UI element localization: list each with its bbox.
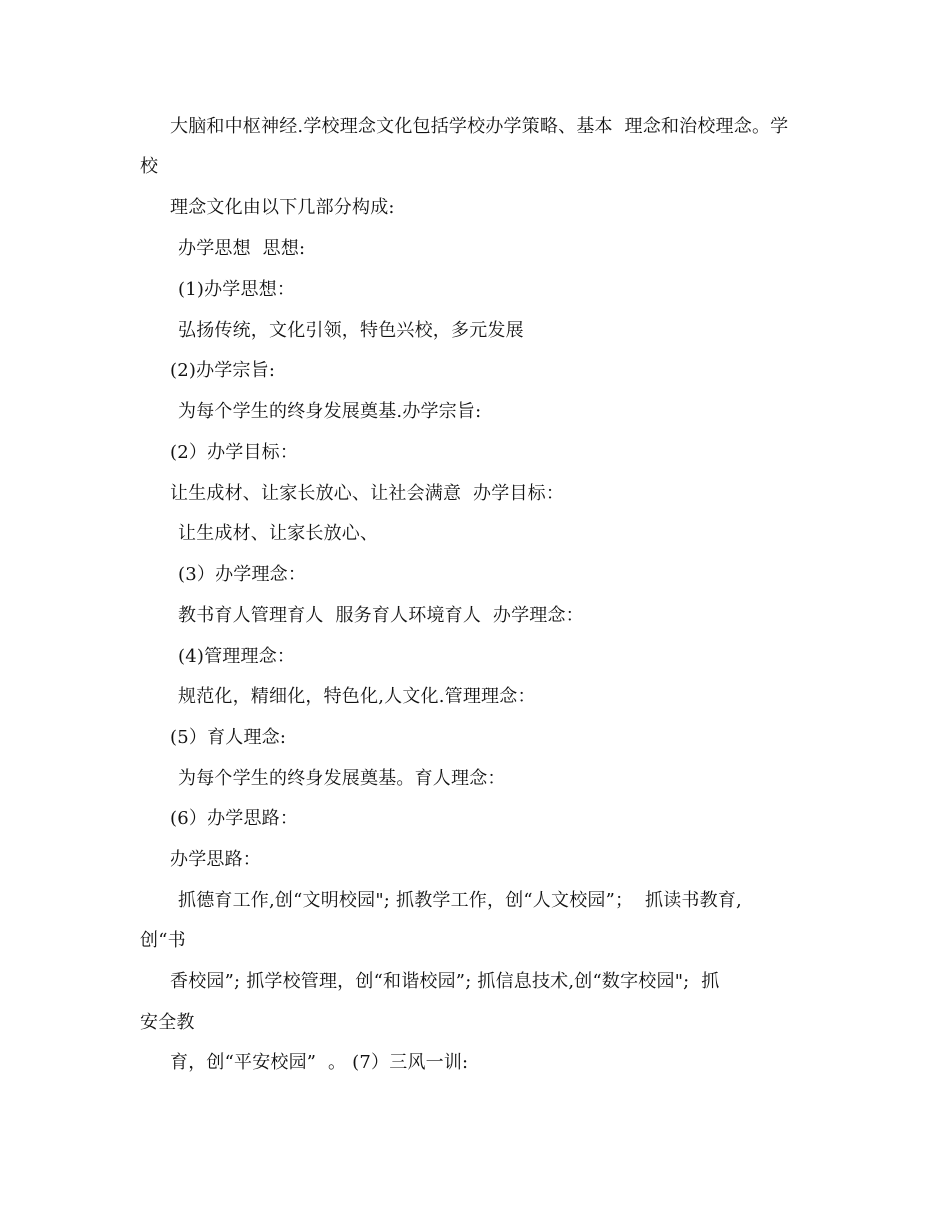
- text-line-20: 抓德育工作,创“文明校园"; 抓教学工作，创“人文校园”； 抓读书教育,: [178, 890, 742, 911]
- text-line-5: (1)办学思想：: [178, 279, 296, 300]
- text-line-10: 让生成材、让家长放心、让社会满意 办学目标：: [170, 483, 565, 504]
- text-line-23: 安全教: [140, 1012, 195, 1033]
- text-line-6: 弘扬传统，文化引领，特色兴校，多元发展: [178, 320, 524, 341]
- text-line-18: (6）办学思路：: [170, 808, 299, 829]
- text-line-21: 创“书: [140, 930, 186, 951]
- text-line-11: 让生成材、让家长放心、: [178, 523, 379, 544]
- text-line-2: 校: [140, 156, 159, 177]
- text-line-17: 为每个学生的终身发展奠基。育人理念：: [178, 768, 506, 789]
- text-line-15: 规范化，精细化，特色化,人文化.管理理念：: [178, 686, 536, 707]
- text-line-19: 办学思路：: [170, 849, 261, 870]
- text-line-16: (5）育人理念:: [170, 727, 287, 748]
- text-line-7: (2)办学宗旨:: [170, 360, 276, 381]
- text-line-3: 理念文化由以下几部分构成:: [170, 197, 395, 218]
- text-line-9: (2）办学目标：: [170, 442, 299, 463]
- text-line-8: 为每个学生的终身发展奠基.办学宗旨:: [178, 401, 482, 422]
- text-line-12: (3）办学理念：: [178, 564, 307, 585]
- text-line-24: 育，创“平安校园” 。 (7）三风一训:: [170, 1052, 469, 1073]
- text-line-4: 办学思想 思想:: [178, 238, 306, 259]
- text-line-13: 教书育人管理育人 服务育人环境育人 办学理念：: [178, 605, 584, 626]
- text-line-22: 香校园”; 抓学校管理，创“和谐校园”; 抓信息技术,创“数字校园"; 抓: [170, 971, 720, 992]
- text-line-1: 大脑和中枢神经.学校理念文化包括学校办学策略、基本 理念和治校理念。学: [170, 116, 789, 137]
- text-line-14: (4)管理理念：: [178, 646, 296, 667]
